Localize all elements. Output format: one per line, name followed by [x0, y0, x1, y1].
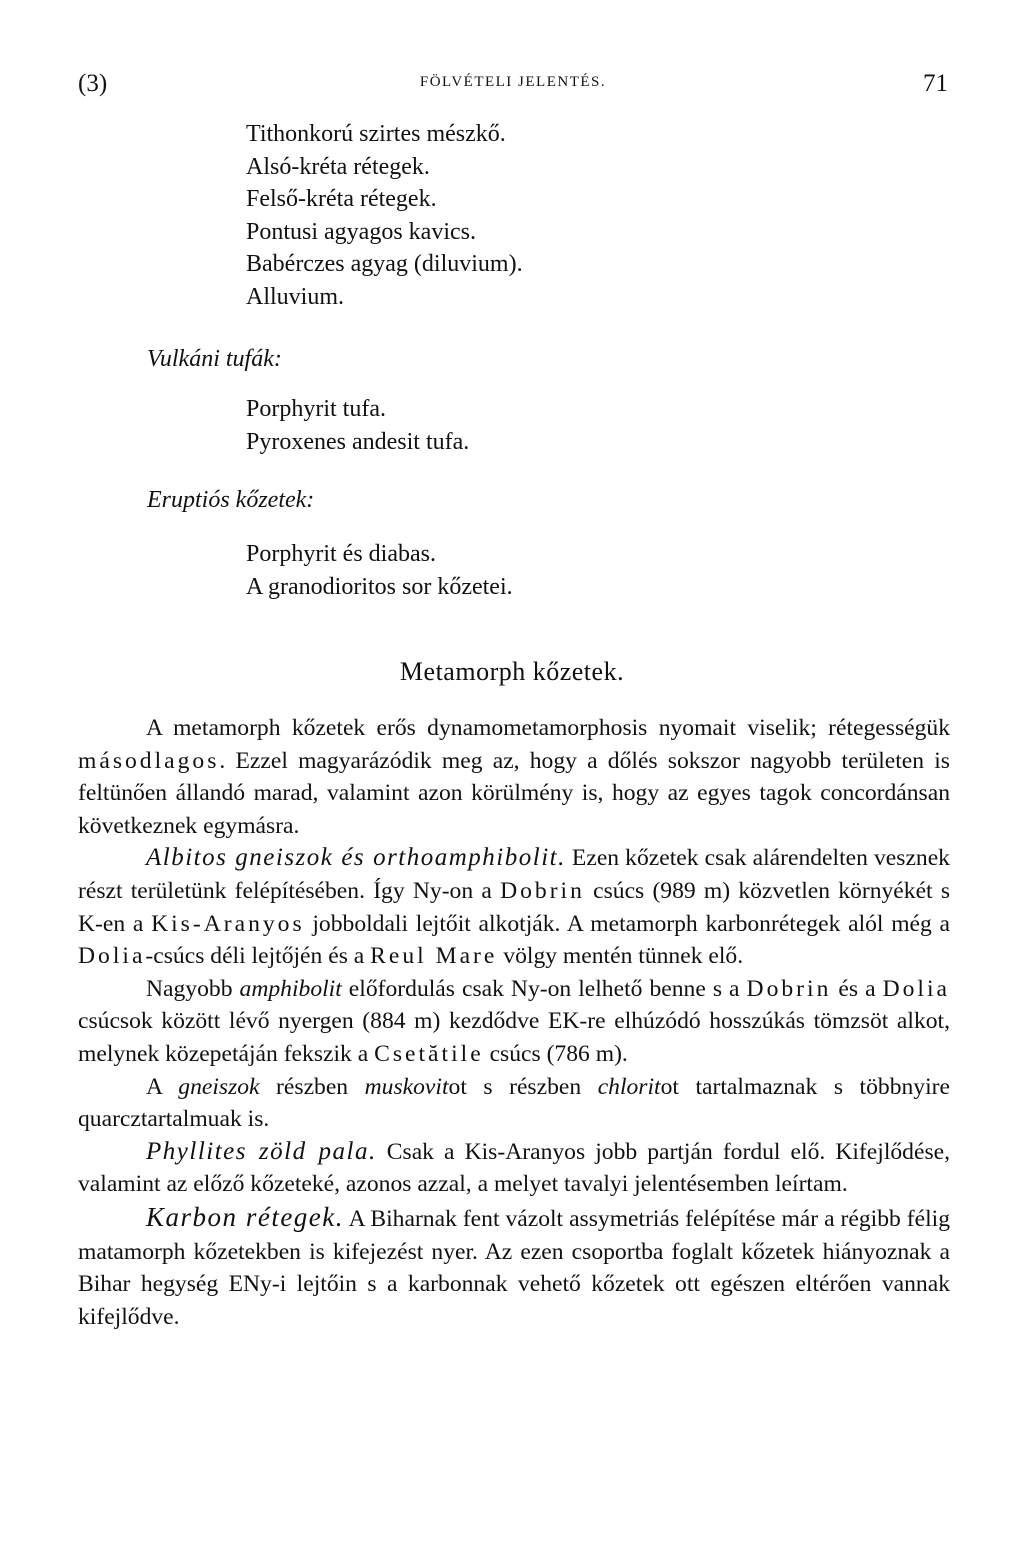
paragraph: Nagyobb amphibolit előfordulás csak Ny-on lelhető benne s a Dobrin és a Dolia csúcsok között lévő nyergen (884 m) kezdődve EK-re elhúzódó hosszúkás tömzsöt alkot, melynek közepetáján fekszik a Csetătile csúcs (786 m).: [78, 975, 950, 1067]
list-item: Babérczes agyag (diluvium).: [246, 251, 523, 278]
eruptive-list: [246, 538, 513, 603]
section-title: Metamorph kőzetek.: [399, 657, 625, 686]
subheading: Karbon rétegek.: [146, 1201, 345, 1232]
subheading: Phyllites zöld pala.: [146, 1137, 377, 1165]
body-text: [78, 712, 950, 1333]
category-heading-eruptive: Eruptiós kőzetek:: [147, 487, 315, 513]
paragraph: Phyllites zöld pala. Csak a Kis-Aranyos jobb partján fordul elő. Kifejlődése, valamint az előző kőzeteké, azonos azzal, a melyet tavalyi jelentésemben leírtam.: [78, 1137, 950, 1198]
list-item: Pyroxenes andesit tufa.: [246, 428, 470, 455]
list-item: A granodioritos sor kőzetei.: [246, 573, 513, 600]
page-header: [78, 70, 948, 104]
subheading: Albitos gneiszok és orthoamphibolit.: [146, 844, 566, 872]
section-number: (3): [78, 70, 108, 97]
list-item: Pontusi agyagos kavics.: [246, 218, 476, 245]
paragraph: Karbon rétegek. A Biharnak fent vázolt assymetriás felépítése már a régibb félig matamorph kőzetekben is kifejezést nyer. Az ezen csoportba foglalt kőzetek hiányoznak a Bihar hegység ENy-i lejtőin s a karbonnak vehető kőzetek ott egészen eltérően vannak kifejlődve.: [78, 1201, 950, 1330]
tuff-list: [246, 393, 469, 458]
paragraph: Albitos gneiszok és orthoamphibolit. Ezen kőzetek csak alárendelten vesznek részt területünk felépítésében. Így Ny-on a Dobrin csúcs (989 m) közvetlen környékét s K-en a Kis-Aranyos jobboldali lejtőit alkotják. A metamorph karbonrétegek alól még a Dolia-csúcs déli lejtőjén és a Reul Mare völgy mentén tünnek elő.: [78, 844, 950, 970]
list-item: Felső-kréta rétegek.: [246, 186, 437, 213]
list-item: Porphyrit tufa.: [246, 396, 386, 422]
list-item: Porphyrit és diabas.: [246, 541, 436, 567]
page-number: 71: [923, 70, 948, 97]
category-heading-tuffs: Vulkáni tufák:: [147, 346, 282, 372]
paragraph: A metamorph kőzetek erős dynamometamorphosis nyomait viselik; rétegességük másodlagos. Ezzel magyarázódik meg az, hogy a dőlés sokszor nagyobb területen is feltünően állandó marad, valamint azon körülmény is, hogy az egyes tagok concordánsan következnek egymásra.: [78, 715, 950, 839]
list-item: Tithonkorú szirtes mészkő.: [246, 121, 506, 147]
list-item: Alluvium.: [246, 283, 345, 310]
sediment-list: [246, 118, 523, 314]
paragraph: A gneiszok részben muskovitot s részben chloritot tartalmaznak s többnyire quarcztartalmuak is.: [78, 1073, 950, 1133]
list-item: Alsó-kréta rétegek.: [246, 153, 430, 180]
running-title: FÖLVÉTELI JELENTÉS.: [419, 74, 607, 90]
